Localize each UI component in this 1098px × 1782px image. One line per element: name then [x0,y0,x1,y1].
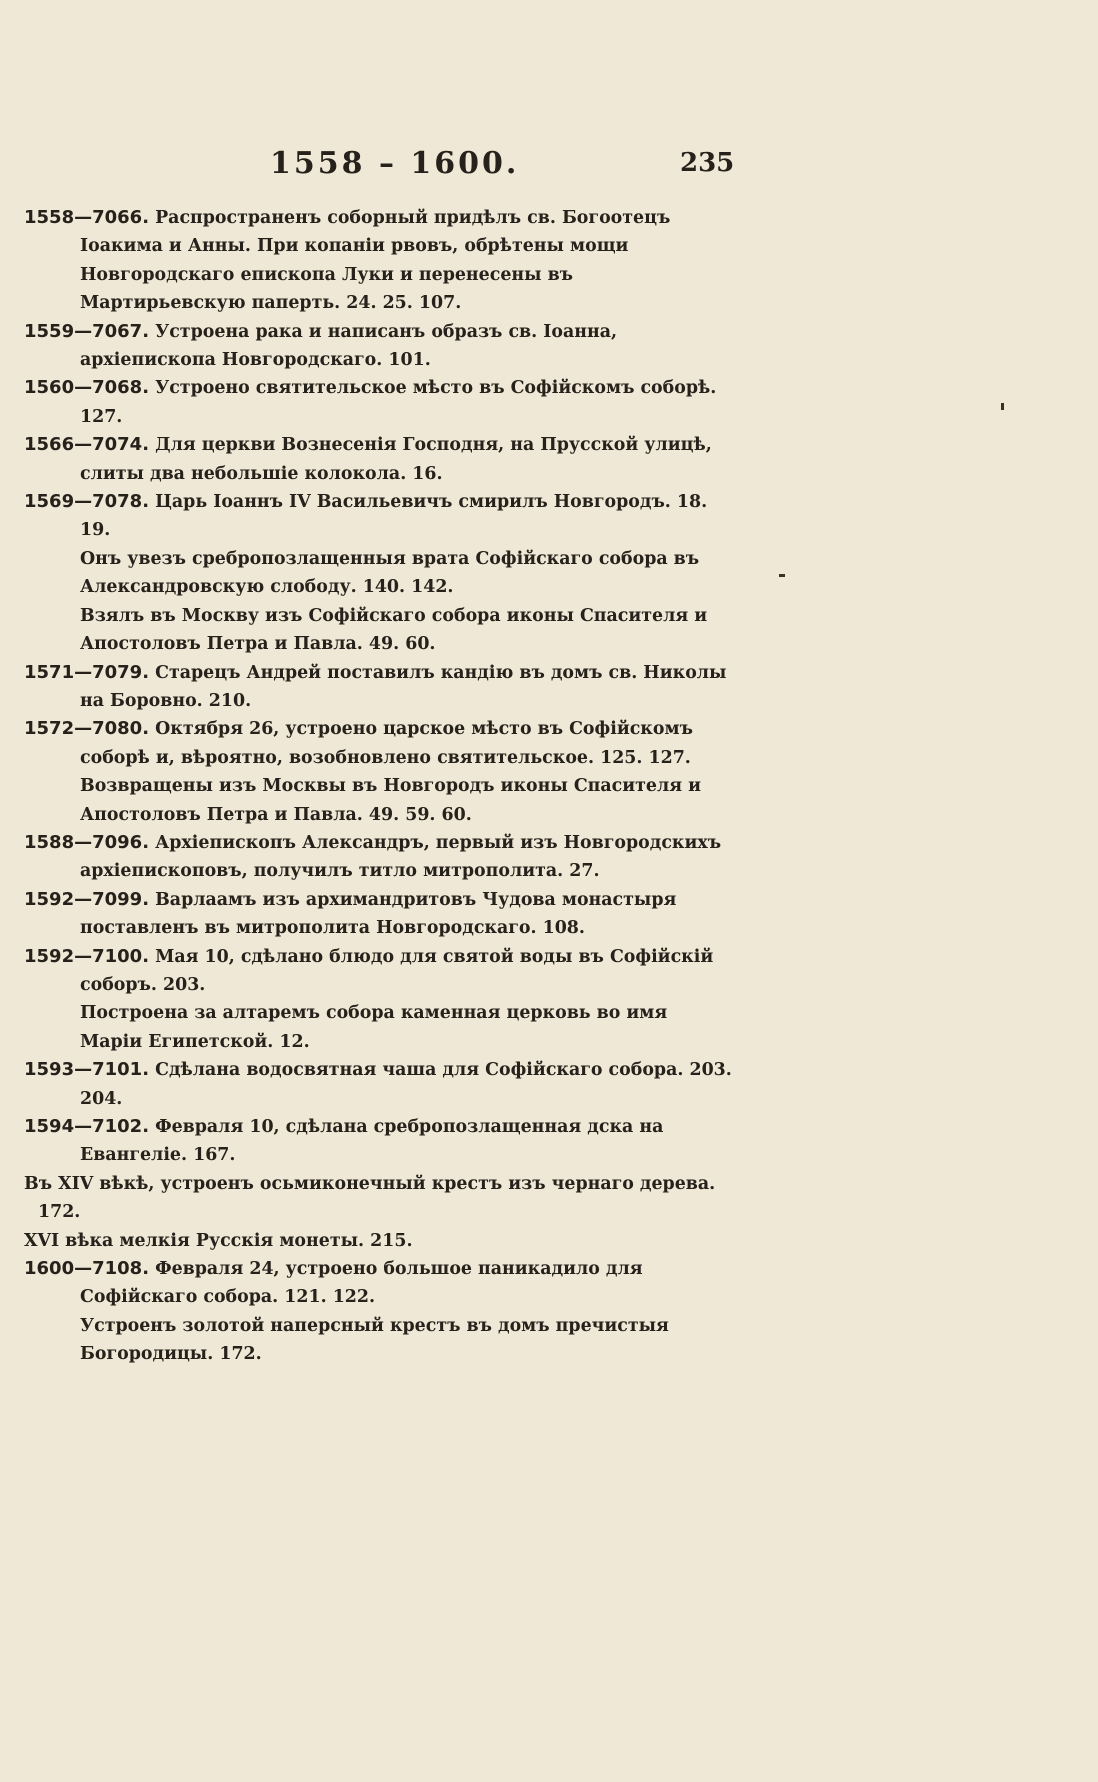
entry-date: 1566—7074. [24,434,150,456]
entry-date: 1593—7101. [24,1059,150,1081]
entry-text: Устроенъ золотой наперсный крестъ въ домъ пречистыя Богородицы. 172. [80,1315,669,1365]
chronicle-entry [24,545,732,602]
chronicle-entry [24,886,732,943]
entry-text: Сдѣлана водосвятная чаша для Софійскаго собора. 203. 204. [80,1060,732,1109]
entry-date: 1558—7066. [24,207,150,228]
chronicle-entry [24,999,732,1056]
entry-text: Старецъ Андрей поставилъ кандію въ домъ св. Николы на Боровно. 210. [80,662,727,711]
entry-date: 1592—7100. [24,945,150,967]
chronicle-entry [24,715,732,772]
entry-text: Въ XIV вѣкѣ, устроенъ осьмиконечный крестъ изъ чернаго дерева. 172. [24,1173,716,1223]
chronicle-entry [24,431,732,488]
entry-text: Устроена рака и написанъ образъ св. Іоанна, архіепископа Новгородскаго. 101. [80,321,618,371]
entry-text: Устроено святительское мѣсто въ Софійскомъ соборѣ. 127. [80,378,717,427]
chronicle-entry [24,1312,732,1369]
entry-text: Онъ увезъ сребропозлащенныя врата Софійскаго собора въ Александровскую слободу. 140. 142. [80,548,700,598]
entry-date: 1559—7067. [24,320,150,342]
entry-text: Октября 26, устроено царское мѣсто въ Софійскомъ соборѣ и, вѣроятно, возобновлено святительское. 125. 127. [80,719,693,768]
entry-text: Взялъ въ Москву изъ Софійскаго собора иконы Спасителя и Апостоловъ Петра и Павла. 49. 60. [80,605,708,655]
running-header [0,146,1098,190]
entry-date: 1588—7096. [24,831,150,853]
entry-text: Царь Іоаннъ IV Васильевичъ смирилъ Новгородъ. 18. 19. [80,492,708,541]
entry-date: 1572—7080. [24,718,150,740]
header-years: 1558 – 1600. [270,146,520,181]
chronicle-entry [24,1113,732,1170]
scan-speck [779,574,785,577]
chronicle-entry [24,318,732,375]
entry-date: 1600—7108. [24,1258,150,1280]
entry-text: Возвращены изъ Москвы въ Новгородъ иконы Спасителя и Апостоловъ Петра и Павла. 49. 59. 60. [80,776,702,825]
page-number: 235 [680,148,735,178]
chronicle-entry [24,602,732,659]
chronicle-entry [24,1056,732,1113]
chronicle-entry [24,488,732,545]
entry-text: XVI вѣка мелкія Русскія монеты. 215. [24,1230,413,1251]
entry-text: Архіепископъ Александръ, первый изъ Новгородскихъ архіепископовъ, получилъ титло митрополита. 27. [80,832,722,882]
chronicle-entry [24,204,732,318]
entry-date: 1569—7078. [24,491,150,513]
entry-text: Построена за алтаремъ собора каменная церковь во имя Маріи Египетской. 12. [80,1003,668,1052]
chronicle-entry [24,1227,732,1255]
entry-text: Распространенъ соборный придѣлъ св. Богоотецъ Іоакима и Анны. При копаніи рвовъ, обрѣтены мощи Новгородскаго епископа Луки и перенесены въ Мартирьевскую паперть. 24. 25. 107. [80,208,671,314]
scan-speck [1001,403,1004,410]
chronicle-entry [24,1255,732,1312]
entry-text: Февраля 24, устроено большое паникадило для Софійскаго собора. 121. 122. [80,1259,643,1308]
chronicle-entry [24,829,732,886]
chronicle-entry [24,374,732,431]
chronicle-entry [24,659,732,716]
entry-date: 1594—7102. [24,1116,150,1137]
entry-text: Мая 10, сдѣлано блюдо для святой воды въ Софійскій соборъ. 203. [80,946,714,995]
chronicle-entry [24,1170,732,1227]
entry-text: Февраля 10, сдѣлана сребропозлащенная дска на Евангеліе. 167. [80,1117,664,1166]
entry-text: Для церкви Вознесенія Господня, на Прусской улицѣ, слиты два небольшіе колокола. 16. [80,435,712,484]
chronicle-entry [24,943,732,1000]
entry-text: Варлаамъ изъ архимандритовъ Чудова монастыря поставленъ въ митрополита Новгородскаго. 108. [80,889,677,939]
entry-date: 1592—7099. [24,888,150,910]
chronicle-entries [24,204,732,1369]
chronicle-entry [24,772,732,829]
entry-date: 1560—7068. [24,377,150,399]
entry-date: 1571—7079. [24,661,150,683]
